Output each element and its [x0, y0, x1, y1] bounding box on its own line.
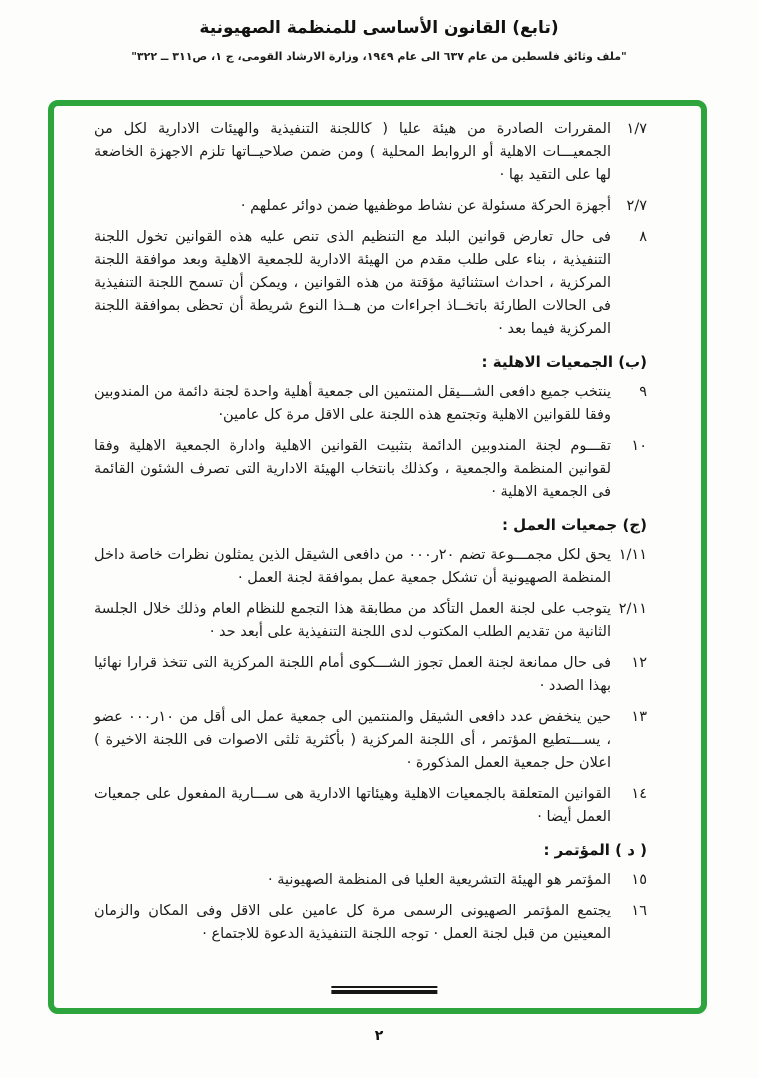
- page-title: (تابع) القانون الأساسى للمنظمة الصهيونية: [199, 18, 559, 38]
- article-item: [94, 900, 647, 946]
- article-item: [94, 381, 647, 427]
- article-item: [94, 435, 647, 504]
- page-subtitle: "ملف وثائق فلسطين من عام ٦٣٧ الى عام ١٩٤٩، وزارة الارشاد القومى، ج ١، ص٣١١ ــ ٣٢٢": [131, 50, 627, 63]
- article-text: يجتمع المؤتمر الصهيونى الرسمى مرة كل عامين على الاقل وفى المكان والزمان المعينين من قبل لجنة العمل · توجه اللجنة التنفيذية الدعوة للاجتماع ·: [94, 903, 611, 942]
- article-text: ينتخب جميع دافعى الشـــيقل المنتمين الى جمعية أهلية واحدة لجنة دائمة من المندوبين وفقا للقوانين الاهلية وتجتمع هذه اللجنة على الاقل مرة كل عامين·: [94, 384, 611, 423]
- article-number: ٨: [639, 229, 647, 245]
- divider-thick-rule: [331, 990, 437, 994]
- article-number: ١٦: [631, 903, 647, 919]
- article-text: القوانين المتعلقة بالجمعيات الاهلية وهيئاتها الادارية هى ســـارية المفعول على جمعيات العمل أيضا ·: [94, 786, 611, 825]
- article-number: ٢/١١: [618, 601, 647, 617]
- article-text: فى حال تعارض قوانين البلد مع التنظيم الذى تنص عليه هذه القوانين تخول اللجنة التنفيذية ، بناء على طلب مقدم من الهيئة الادارية للجمعية الاهلية وبعد موافقة اللجنة المركزية ، احداث استثنائية مؤقتة من هذه القوانين ، ويمكن أن تسمح اللجنة التنفيذية فى الحالات الطارئة باتخــاذ اجراءات من هــذا النوع شريطة أن تحظى بموافقة اللجنة المركزية فيما بعد ·: [94, 229, 611, 337]
- section-header: ( د ) المؤتمر :: [543, 841, 647, 859]
- article-number: ١٥: [631, 872, 647, 888]
- article-text: يحق لكل مجمـــوعة تضم ٢٠ر٠٠٠ من دافعى الشيقل الذين يمثلون نظرات خاصة داخل المنظمة الصهيونية أن تشكل جمعية عمل بموافقة لجنة العمل ·: [94, 547, 612, 586]
- article-number: ١/١١: [618, 547, 647, 563]
- article-text: أجهزة الحركة مسئولة عن نشاط موظفيها ضمن دوائر عملهم ·: [240, 198, 611, 214]
- section-header: (ج) جمعيات العمل :: [501, 516, 647, 534]
- article-number: ١/٧: [626, 121, 647, 137]
- article-text: حين ينخفض عدد دافعى الشيقل والمنتمين الى جمعية عمل الى أقل من ١٠ر٠٠٠ عضو ، يســـتطيع المؤتمر ، أى اللجنة المركزية ( بأكثرية ثلثى الاصوات فى اللجنة الاخيرة ) اعلان حل جمعية العمل المذكورة ·: [94, 709, 611, 771]
- article-number: ٢/٧: [626, 198, 647, 214]
- article-number: ١٤: [631, 786, 647, 802]
- article-item: [94, 118, 647, 187]
- page-number: ٢: [374, 1028, 384, 1044]
- article-text: فى حال ممانعة لجنة العمل تجوز الشـــكوى أمام اللجنة المركزية التى تتخذ قرارا نهائيا بهذا الصدد ·: [94, 655, 611, 694]
- document-header: [0, 0, 758, 63]
- article-item: [94, 652, 647, 698]
- end-of-text-divider: [331, 986, 437, 994]
- article-number: ١٠: [631, 438, 647, 454]
- article-number: ١٢: [631, 655, 647, 671]
- article-text: المؤتمر هو الهيئة التشريعية العليا فى المنظمة الصهيونية ·: [267, 872, 611, 888]
- divider-thin-rule: [331, 986, 437, 988]
- article-item: [94, 544, 647, 590]
- green-content-frame: [48, 100, 707, 1014]
- article-text: المقررات الصادرة من هيئة عليا ( كاللجنة التنفيذية والهيئات الادارية لكل من الجمعيـــات الاهلية أو الروابط المحلية ) ومن ضمن صلاحيــاتها تلزم الاجهزة الخاضعة لها على التقيد بها ·: [94, 121, 611, 183]
- article-item: [94, 706, 647, 775]
- article-item: [94, 226, 647, 341]
- section-header: (ب) الجمعيات الاهلية :: [481, 353, 647, 371]
- articles-list: [94, 118, 647, 946]
- article-number: ٩: [639, 384, 647, 400]
- article-item: [94, 783, 647, 829]
- article-item: [94, 598, 647, 644]
- article-item: [94, 195, 647, 218]
- article-text: يتوجب على لجنة العمل التأكد من مطابقة هذا التجمع للنظام العام وذلك خلال الجلسة الثانية من تقديم الطلب المكتوب لدى اللجنة التنفيذية على أبعد حد ·: [94, 601, 611, 640]
- article-number: ١٣: [631, 709, 647, 725]
- article-text: تقـــوم لجنة المندوبين الدائمة بتثبيت القوانين الاهلية وادارة الجمعية الاهلية وفقا لقوانين المنظمة والجمعية ، وكذلك بانتخاب الهيئة الادارية التى تصرف الشئون القائمة فى الجمعية الاهلية ·: [94, 438, 611, 500]
- article-item: [94, 869, 647, 892]
